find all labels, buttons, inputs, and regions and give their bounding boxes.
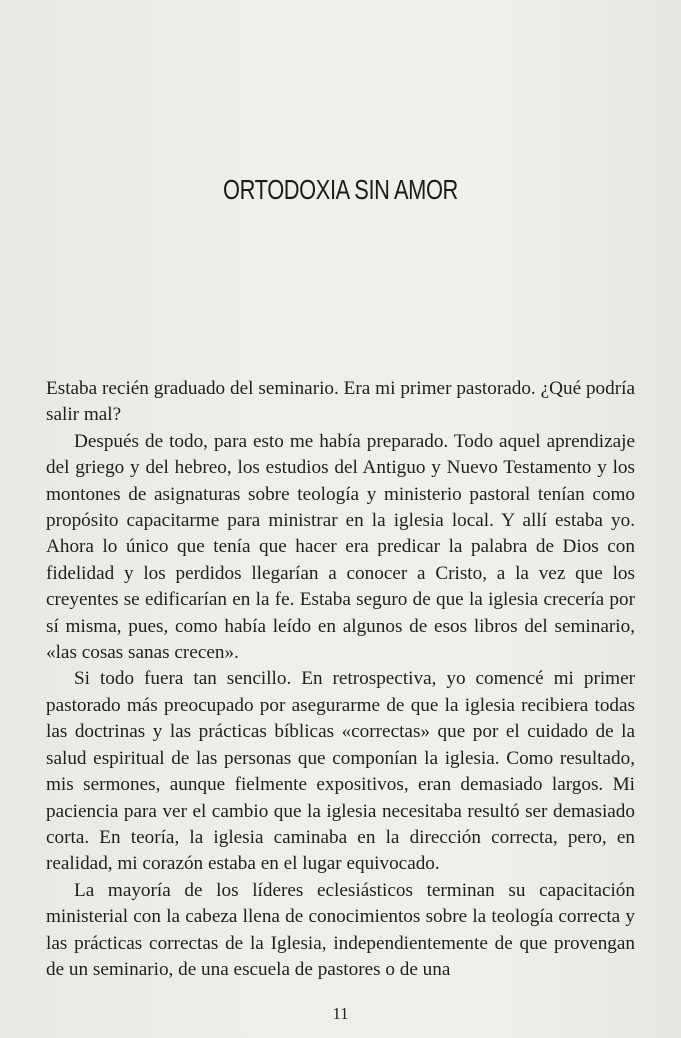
paragraph-3: Si todo fuera tan sencillo. En retrospectiva, yo comencé mi primer pastorado más preocupado por asegurarme de que la iglesia recibiera todas las doctrinas y las prácticas bíblicas «correctas» que por el cuidado de la salud espiritual de las personas que componían la iglesia. Como resultado, mis sermones, aunque fielmente expositivos, eran demasiado largos. Mi paciencia para ver el cambio que la iglesia necesitaba resultó ser demasiado corta. En teoría, la iglesia caminaba en la dirección correcta, pero, en realidad, mi corazón estaba en el lugar equivocado. — [46, 668, 635, 875]
paragraph-2: Después de todo, para esto me había preparado. Todo aquel aprendizaje del griego y del hebreo, los estudios del Antiguo y Nuevo Testamento y los montones de asignaturas sobre teología y ministerio pastoral tenían como propósito capacitarme para ministrar en la iglesia local. Y allí estaba yo. Ahora lo único que tenía que hacer era predicar la palabra de Dios con fidelidad y los perdidos llegarían a conocer a Cristo, a la vez que los creyentes se edificarían en la fe. Estaba seguro de que la iglesia crecería por sí misma, pues, como había leído en algunos de esos libros del seminario, «las cosas sanas crecen». — [46, 430, 635, 664]
chapter-title: ORTODOXIA SIN AMOR — [223, 174, 458, 205]
body-text — [46, 376, 635, 983]
paragraph-1: Estaba recién graduado del seminario. Era mi primer pastorado. ¿Qué podría salir mal? — [46, 378, 635, 426]
paragraph-4: La mayoría de los líderes eclesiásticos terminan su capacitación ministerial con la cabeza llena de conocimientos sobre la teología correcta y las prácticas correctas de la Iglesia, independientemente de que provengan de un seminario, de una escuela de pastores o de una — [46, 879, 635, 980]
page-number: 11 — [332, 1004, 349, 1023]
